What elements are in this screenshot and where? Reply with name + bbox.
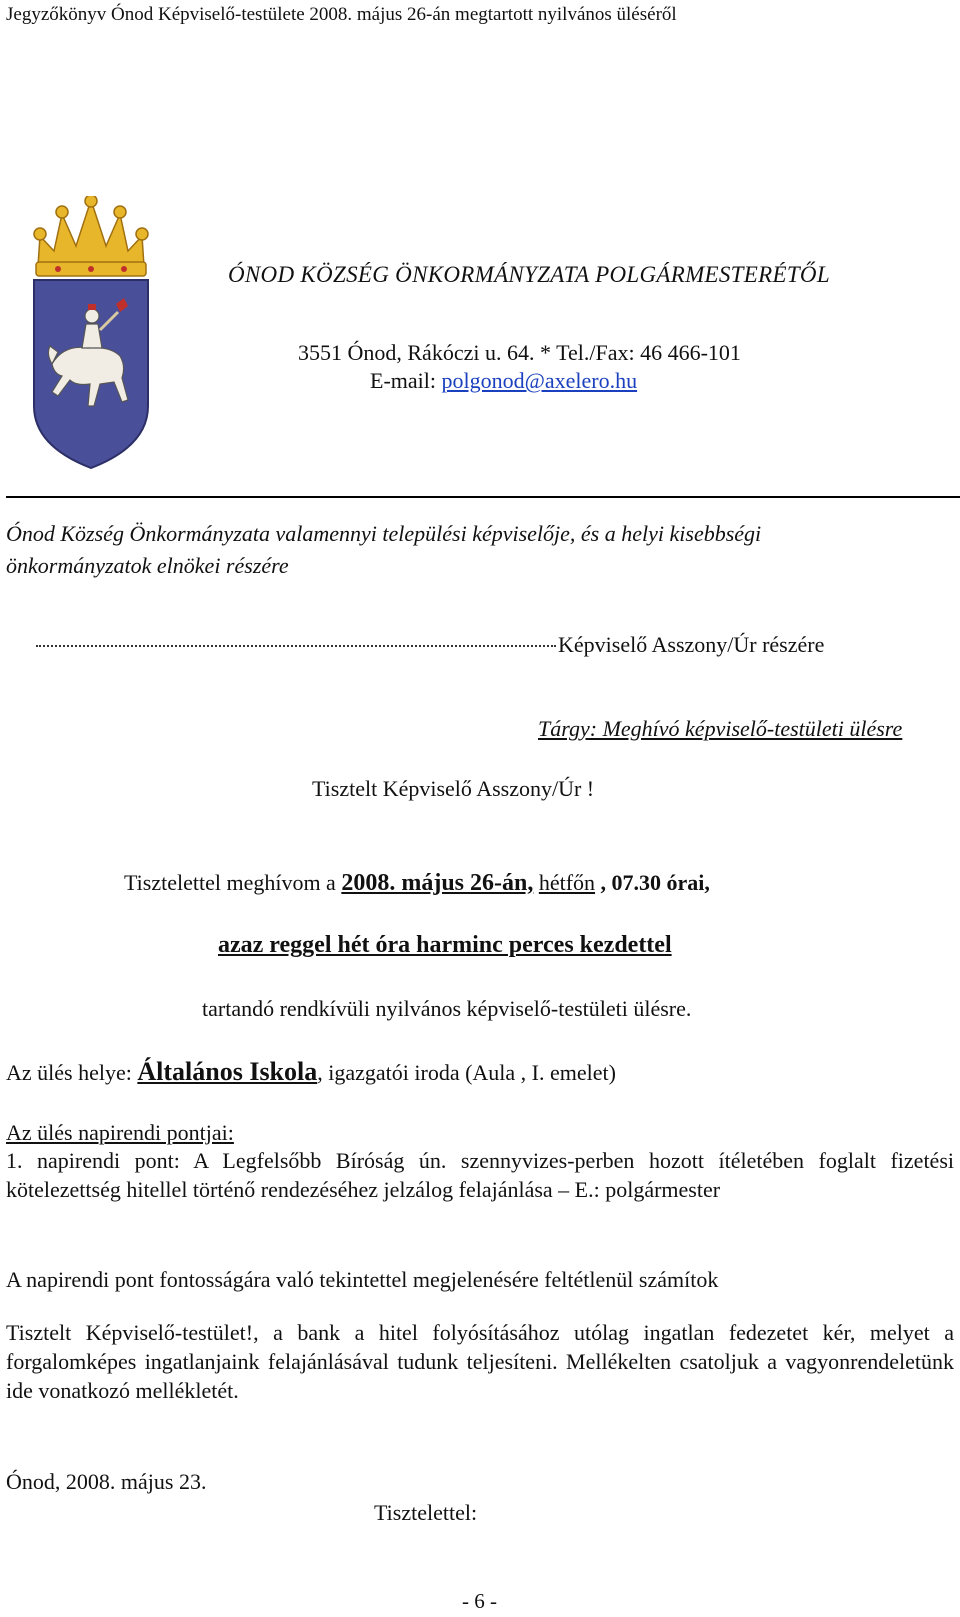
venue-line [6, 1057, 616, 1087]
letterhead-title: ÓNOD KÖZSÉG ÖNKORMÁNYZATA POLGÁRMESTERÉTŐL [228, 262, 830, 287]
venue-room: , igazgatói iroda (Aula , I. emelet) [317, 1060, 616, 1085]
recipient-line-1: Ónod Község Önkormányzata valamennyi települési képviselője, és a helyi kisebbségi [6, 521, 762, 546]
explanation-paragraph: Tisztelt Képviselő-testület!, a bank a hitel folyósításához utólag ingatlan fedezetet kér, melyet a forgalomképes ingatlanjaink felajánlásával tudunk teljesíteni. Mellékelten csatoljuk a vagyonrendeletünk ide vonatkozó mellékletét. [6, 1320, 954, 1403]
subject-line: Tárgy: Meghívó képviselő-testületi ülésre [538, 716, 903, 741]
email-label: E-mail: [370, 368, 442, 393]
meeting-time: , 07.30 órai, [595, 870, 710, 895]
recipient-line-2: önkormányzatok elnökei részére [6, 553, 289, 578]
coat-of-arms-icon [30, 196, 152, 486]
invitation-intro: Tisztelettel meghívom a [124, 870, 342, 895]
individual-recipient: Képviselő Asszony/Úr részére [558, 632, 825, 657]
meeting-date: 2008. május 26-án, [341, 870, 534, 896]
email-link[interactable]: polgonod@axelero.hu [441, 368, 638, 393]
place-date: Ónod, 2008. május 23. [6, 1469, 207, 1494]
running-header: Jegyzőkönyv Ónod Képviselő-testülete 2008. május 26-án megtartott nyilvános üléséről [6, 4, 677, 25]
invitation-line [124, 870, 710, 897]
meeting-day: hétfőn [538, 870, 596, 895]
agenda-heading: Az ülés napirendi pontjai: [6, 1120, 234, 1145]
salutation: Tisztelettel: [374, 1500, 478, 1525]
agenda-item-1: 1. napirendi pont: A Legfelsőbb Bíróság ún. szennyvizes-perben hozott ítéletében foglalt fizetési kötelezettség hitellel történő rendezéséhez jelzálog felajánlása – E.: polgármester [6, 1148, 954, 1202]
letterhead-email [370, 368, 637, 394]
recipient-block [6, 518, 761, 582]
importance-note: A napirendi pont fontosságára való tekintettel megjelenésére feltétlenül számítok [6, 1267, 719, 1292]
meeting-type: tartandó rendkívüli nyilvános képviselő-testületi ülésre. [202, 996, 692, 1021]
name-fill-line [36, 645, 556, 647]
header-divider [6, 496, 960, 498]
letterhead-address: 3551 Ónod, Rákóczi u. 64. * Tel./Fax: 46 466-101 [298, 340, 741, 365]
greeting: Tisztelt Képviselő Asszony/Úr ! [312, 776, 595, 801]
venue-school: Általános Iskola [137, 1057, 318, 1086]
meeting-time-words: azaz reggel hét óra harminc perces kezdettel [218, 932, 672, 958]
venue-label: Az ülés helye: [6, 1060, 138, 1085]
page-number: - 6 - [462, 1589, 497, 1613]
